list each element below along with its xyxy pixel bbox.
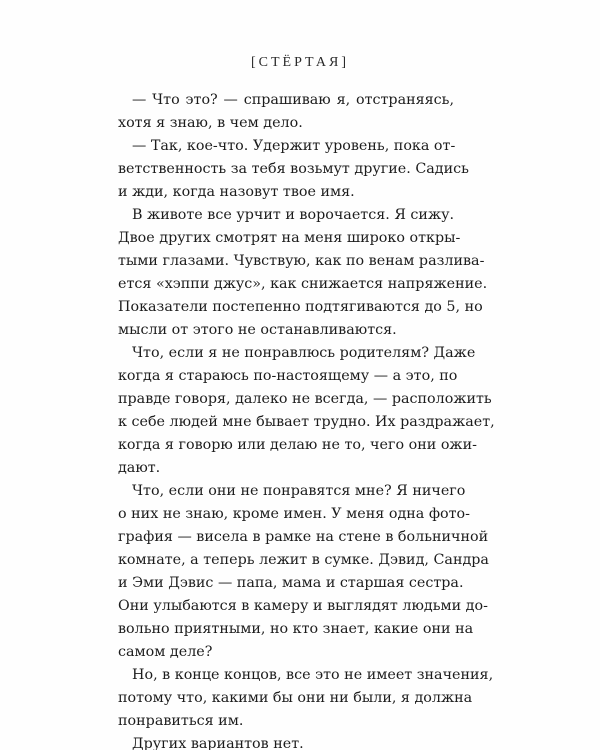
text-line: вольно приятными, но кто знает, какие они на: [118, 621, 474, 637]
text-line: и Эми Дэвис — папа, мама и старшая сестра.: [118, 575, 464, 591]
text-line: — Так, кое-что. Удержит уровень, пока от-: [132, 138, 456, 154]
text-line: Что, если они не понравятся мне? Я ничего: [132, 483, 466, 499]
text-line: и жди, когда назовут твое имя.: [118, 184, 355, 200]
text-line: когда я говорю или делаю не то, чего они ожи-: [118, 437, 477, 453]
text-line: дают.: [118, 460, 161, 476]
body-text: [118, 89, 495, 750]
text-line: когда я стараюсь по-настоящему — а это, по: [118, 368, 458, 384]
text-line: мысли от этого не останавливаются.: [118, 322, 397, 338]
text-line: — Что это? — спрашиваю я, отстраняясь,: [132, 92, 454, 108]
text-line: Они улыбаются в камеру и выглядят людьми до-: [118, 598, 488, 614]
text-line: о них не знаю, кроме имен. У меня одна фото-: [118, 506, 470, 522]
text-line: Но, в конце концов, все это не имеет значения,: [132, 667, 494, 683]
text-line: понравиться им.: [118, 713, 244, 729]
text-line: Других вариантов нет.: [132, 736, 304, 750]
running-head: [СТЁРТАЯ]: [250, 55, 350, 70]
text-line: Показатели постепенно подтягиваются до 5, но: [118, 299, 483, 315]
text-line: графия — висела в рамке на стене в больничной: [118, 529, 489, 545]
text-line: хотя я знаю, в чем дело.: [118, 115, 303, 131]
text-line: ветственность за тебя возьмут другие. Садись: [118, 161, 469, 177]
text-line: ется «хэппи джус», как снижается напряжение.: [118, 276, 488, 292]
text-line: Двое других смотрят на меня широко откры-: [118, 230, 461, 246]
text-line: самом деле?: [118, 644, 213, 660]
text-line: В животе все урчит и ворочается. Я сижу.: [132, 207, 455, 223]
text-line: тыми глазами. Чувствую, как по венам разлива-: [118, 253, 485, 269]
text-line: Что, если я не понравлюсь родителям? Даже: [132, 345, 476, 361]
text-line: к себе людей мне бывает трудно. Их раздражает,: [118, 414, 495, 430]
text-line: правде говоря, далеко не всегда, — расположить: [118, 391, 492, 407]
text-line: комнате, а теперь лежит в сумке. Дэвид, Сандра: [118, 552, 489, 568]
text-line: потому что, какими бы они ни были, я должна: [118, 690, 473, 706]
